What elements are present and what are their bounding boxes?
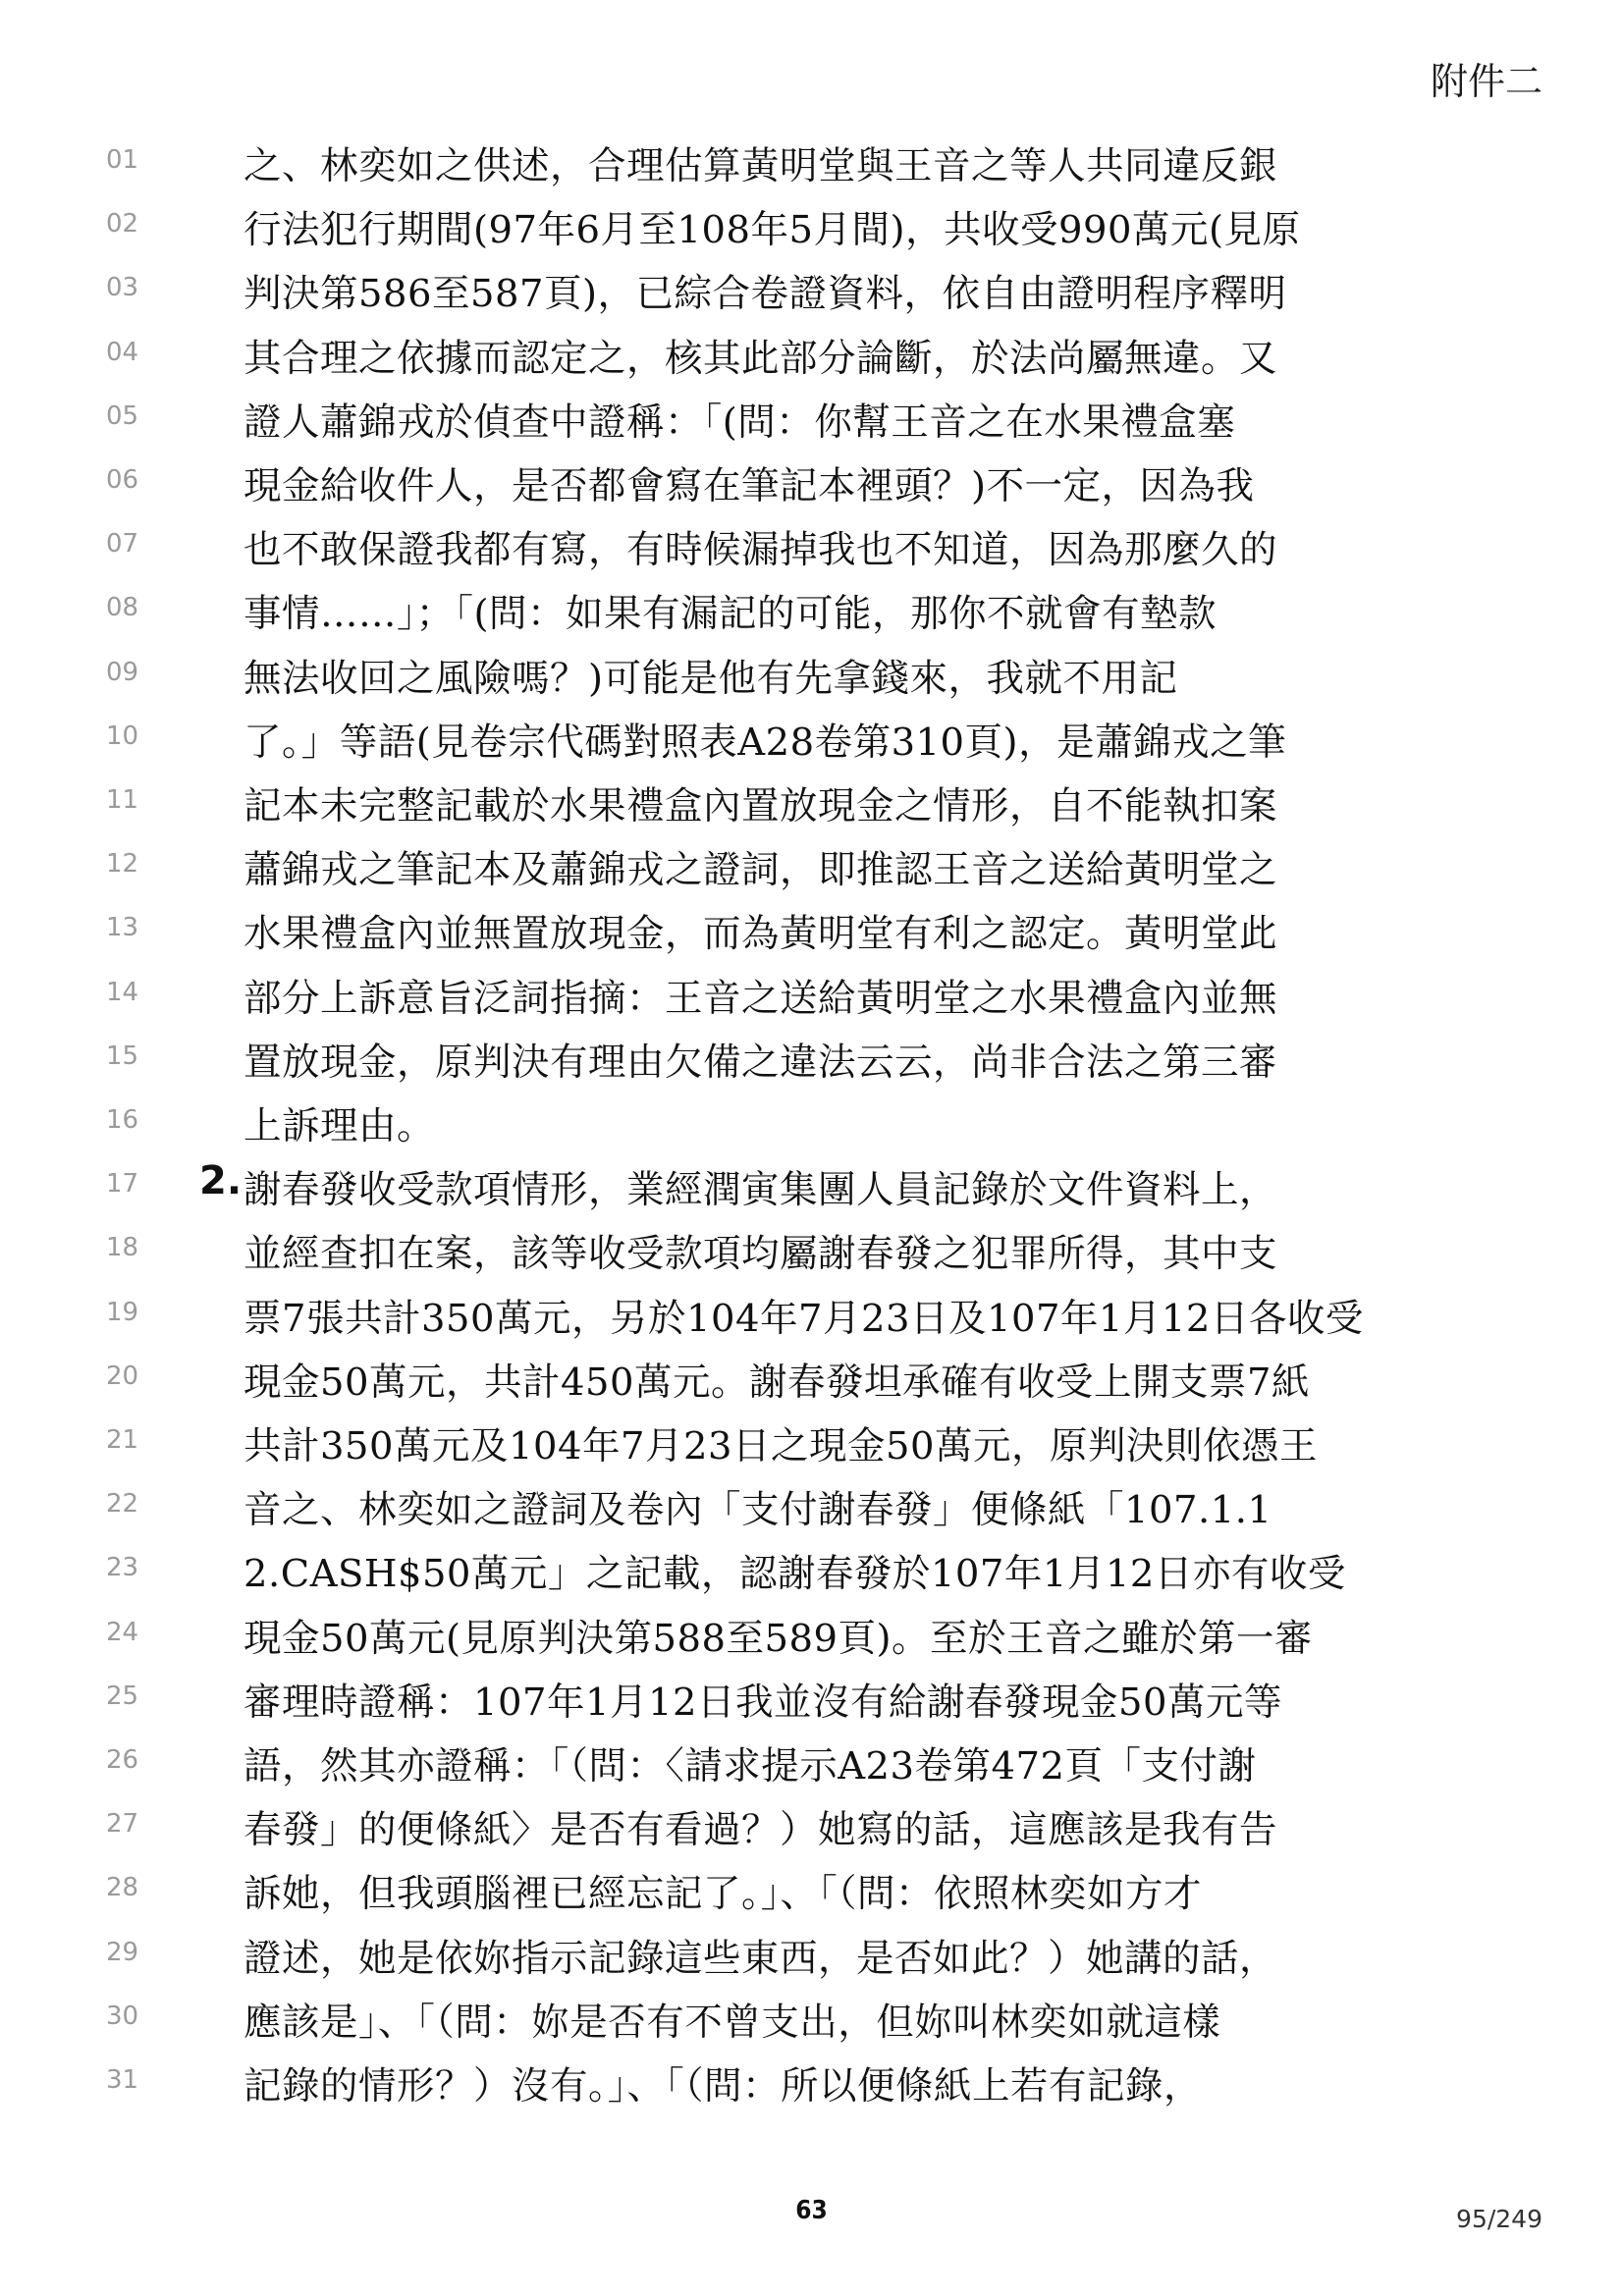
line-number: 01 (106, 145, 139, 175)
text-line (0, 585, 1623, 649)
page-number: 63 (795, 2196, 828, 2225)
line-number: 10 (106, 721, 139, 751)
line-number: 31 (106, 2065, 139, 2095)
text-line (0, 1161, 1623, 1225)
line-number: 25 (106, 1681, 139, 1711)
text-line (0, 2057, 1623, 2121)
line-text: 之、林奕如之供述，合理估算黃明堂與王音之等人共同違反銀 (243, 144, 1278, 188)
text-line (0, 1737, 1623, 1801)
line-text: 共計350萬元及104年7月23日之現金50萬元，原判決則依憑王 (243, 1424, 1318, 1468)
text-line (0, 1994, 1623, 2057)
line-text: 春發」的便條紙〉是否有看過？）她寫的話，這應該是我有告 (243, 1808, 1278, 1853)
text-line (0, 1801, 1623, 1865)
attachment-label: 附件二 (1430, 60, 1542, 103)
line-text: 現金50萬元，共計450萬元。謝春發坦承確有收受上開支票7紙 (243, 1360, 1310, 1405)
line-number: 09 (106, 657, 139, 687)
line-text: 行法犯行期間(97年6月至108年5月間)，共收受990萬元(見原 (243, 208, 1301, 253)
text-line (0, 841, 1623, 905)
text-line (0, 394, 1623, 457)
text-line (0, 1097, 1623, 1161)
line-text: 證人蕭錦戎於偵查中證稱：「(問：你幫王音之在水果禮盒塞 (243, 400, 1236, 445)
line-text: 記本未完整記載於水果禮盒內置放現金之情形，自不能執扣案 (243, 784, 1278, 828)
line-number: 12 (106, 849, 139, 880)
text-line (0, 1034, 1623, 1097)
line-text: 證述，她是依妳指示記錄這些東西，是否如此？）她講的話， (243, 1936, 1278, 1981)
text-line (0, 650, 1623, 714)
line-text: 事情……」；「(問：如果有漏記的可能，那你不就會有墊款 (243, 592, 1217, 637)
text-line (0, 1545, 1623, 1609)
line-number: 13 (106, 913, 139, 943)
text-line (0, 330, 1623, 394)
line-number: 26 (106, 1745, 139, 1775)
text-line (0, 970, 1623, 1034)
item-marker: 2. (199, 1158, 243, 1203)
line-number: 04 (106, 337, 139, 367)
text-line (0, 265, 1623, 329)
line-number: 17 (106, 1169, 139, 1200)
line-text: 上訴理由。 (243, 1104, 436, 1148)
text-line (0, 1674, 1623, 1737)
line-number: 02 (106, 209, 139, 240)
line-text: 現金給收件人，是否都會寫在筆記本裡頭？)不一定，因為我 (243, 464, 1255, 508)
line-number: 11 (106, 785, 139, 815)
line-number: 08 (106, 593, 139, 623)
line-text: 了。」等語(見卷宗代碼對照表A28卷第310頁)，是蕭錦戎之筆 (243, 720, 1287, 765)
text-line (0, 714, 1623, 777)
line-number: 07 (106, 529, 139, 560)
text-line (0, 905, 1623, 969)
line-number: 15 (106, 1041, 139, 1071)
line-text: 語，然其亦證稱：「（問：〈請求提示A23卷第472頁「支付謝 (243, 1744, 1257, 1789)
text-line (0, 457, 1623, 521)
line-text: 無法收回之風險嗎？)可能是他有先拿錢來，我就不用記 (243, 656, 1178, 701)
line-number: 14 (106, 977, 139, 1007)
text-line (0, 1481, 1623, 1545)
line-number: 18 (106, 1233, 139, 1263)
text-line (0, 521, 1623, 585)
text-line (0, 1930, 1623, 1994)
line-text: 訴她，但我頭腦裡已經忘記了。」、「（問：依照林奕如方才 (243, 1872, 1203, 1917)
page-count: 95/249 (1456, 2205, 1542, 2233)
line-text: 記錄的情形？）沒有。」、「（問：所以便條紙上若有記錄， (243, 2064, 1203, 2109)
line-number: 30 (106, 2001, 139, 2031)
text-line (0, 1417, 1623, 1481)
line-text: 置放現金，原判決有理由欠備之違法云云，尚非合法之第三審 (243, 1040, 1278, 1085)
text-line (0, 1225, 1623, 1289)
line-number: 29 (106, 1937, 139, 1967)
line-text: 票7張共計350萬元，另於104年7月23日及107年1月12日各收受 (243, 1296, 1364, 1341)
line-number: 27 (106, 1809, 139, 1840)
text-line (0, 1290, 1623, 1354)
line-text: 也不敢保證我都有寫，有時候漏掉我也不知道，因為那麼久的 (243, 528, 1278, 573)
line-number: 19 (106, 1297, 139, 1327)
line-text: 現金50萬元(見原判決第588至589頁)。至於王音之雖於第一審 (243, 1616, 1314, 1661)
line-text: 謝春發收受款項情形，業經潤寅集團人員記錄於文件資料上， (243, 1168, 1278, 1213)
line-number: 16 (106, 1105, 139, 1135)
line-text: 其合理之依據而認定之，核其此部分論斷，於法尚屬無違。又 (243, 336, 1278, 381)
line-number: 03 (106, 273, 139, 303)
line-number: 28 (106, 1873, 139, 1903)
text-line (0, 137, 1623, 201)
line-number: 23 (106, 1553, 139, 1583)
line-number: 05 (106, 400, 139, 431)
line-number: 21 (106, 1425, 139, 1455)
line-text: 2.CASH$50萬元」之記載，認謝春發於107年1月12日亦有收受 (243, 1552, 1346, 1597)
text-line (0, 777, 1623, 841)
line-number: 24 (106, 1617, 139, 1647)
line-text: 並經查扣在案，該等收受款項均屬謝春發之犯罪所得，其中支 (243, 1232, 1278, 1277)
line-text: 部分上訴意旨泛詞指摘：王音之送給黃明堂之水果禮盒內並無 (243, 976, 1278, 1021)
text-line (0, 1610, 1623, 1674)
line-number: 20 (106, 1361, 139, 1391)
line-text: 應該是」、「（問：妳是否有不曾支出，但妳叫林奕如就這樣 (243, 2000, 1221, 2045)
text-line (0, 201, 1623, 265)
line-text: 判決第586至587頁)，已綜合卷證資料，依自由證明程序釋明 (243, 272, 1287, 317)
line-number: 06 (106, 465, 139, 495)
text-line (0, 1865, 1623, 1929)
line-text: 水果禮盒內並無置放現金，而為黃明堂有利之認定。黃明堂此 (243, 912, 1278, 957)
line-text: 審理時證稱：107年1月12日我並沒有給謝春發現金50萬元等 (243, 1680, 1282, 1725)
line-text: 蕭錦戎之筆記本及蕭錦戎之證詞，即推認王音之送給黃明堂之 (243, 848, 1278, 893)
line-number: 22 (106, 1489, 139, 1520)
text-line (0, 1354, 1623, 1417)
line-text: 音之、林奕如之證詞及卷內「支付謝春發」便條紙「107.1.1 (243, 1488, 1272, 1533)
